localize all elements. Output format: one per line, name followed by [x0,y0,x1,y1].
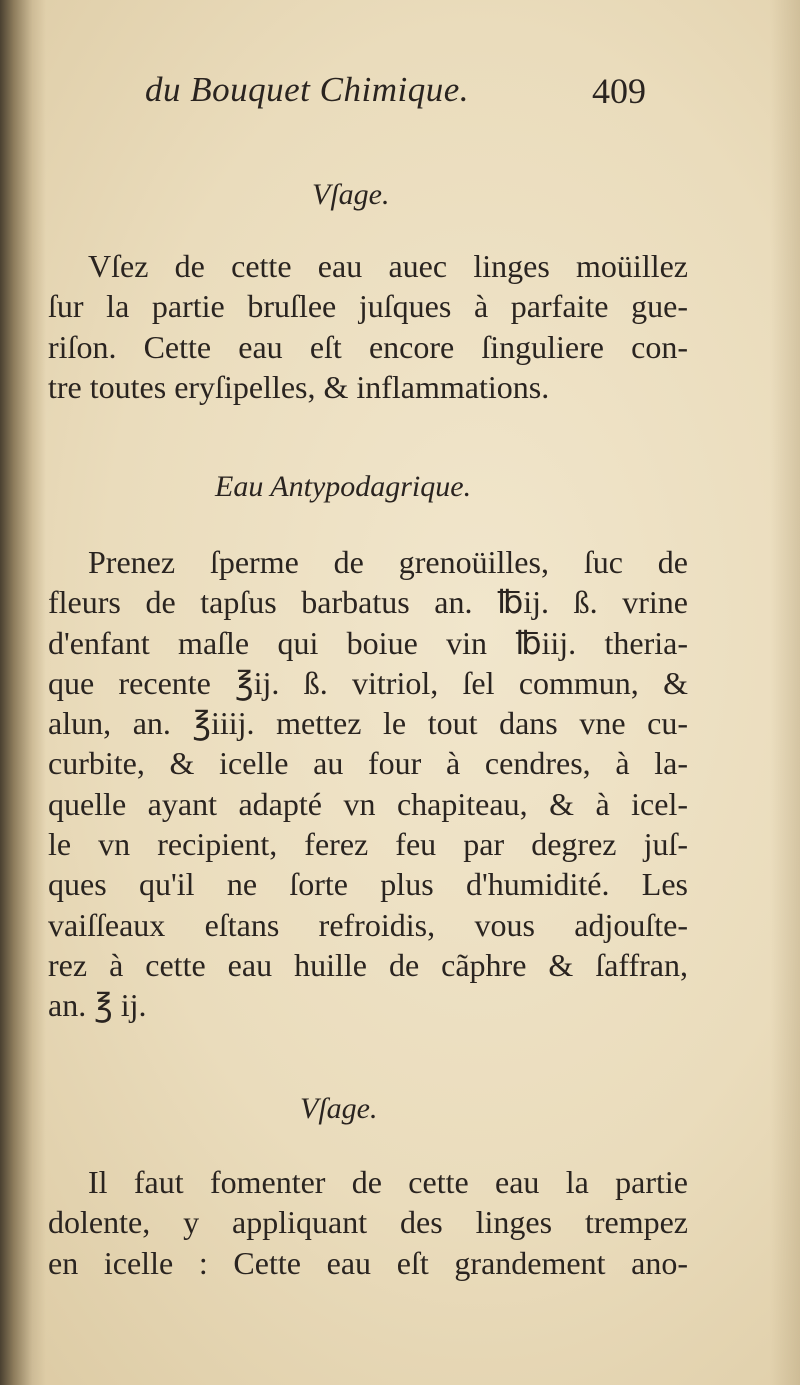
page-number: 409 [592,71,646,111]
binding-gutter [0,0,46,1385]
text-line: fleurs de tapſus barbatus an. ℔ij. ß. vrine [48,584,688,621]
section-heading: Vſage. [300,1092,378,1125]
text-line: an. ℥ ij. [48,987,147,1024]
text-line: Il faut fomenter de cette eau la partie [88,1164,688,1200]
text-line: dolente, y appliquant des linges trempez [48,1204,688,1241]
text-line: que recente ℥ij. ß. vitriol, ſel commun, & [48,664,688,701]
text-line: riſon. Cette eau eſt encore ſinguliere con- [48,328,688,365]
text-line: alun, an. ℥iiij. mettez le tout dans vne cu- [48,705,688,742]
text-line: vaiſſeaux eſtans refroidis, vous adjouſte- [48,906,688,943]
text-line: d'enfant maſle qui boiue vin ℔iij. theria- [48,624,688,661]
text-line: en icelle : Cette eau eſt grandement ano- [48,1244,688,1281]
text-line: curbite, & icelle au four à cendres, à la- [48,745,688,782]
text-line: quelle ayant adapté vn chapiteau, & à icel- [48,785,688,822]
text-line: rez à cette eau huille de cãphre & ſaffran, [48,946,688,983]
section-paragraph [48,542,688,1026]
text-line: ſur la partie bruſlee juſques à parfaite gue- [48,288,688,325]
text-line: Vſez de cette eau auec linges moüillez [88,248,688,284]
running-title: du Bouquet Chimique. [145,70,469,109]
text-line: le vn recipient, ferez feu par degrez juſ- [48,826,688,863]
section-heading: Vſage. [312,178,390,211]
section-heading: Eau Antypodagrique. [215,470,472,503]
text-line: Prenez ſperme de grenoüilles, ſuc de [88,544,688,580]
section-paragraph [48,246,688,407]
text-line: tre toutes eryſipelles, & inflammations. [48,368,550,405]
text-line: ques qu'il ne ſorte plus d'humidité. Les [48,866,688,903]
section-paragraph [48,1162,688,1283]
page-edge-stain [770,0,800,1385]
